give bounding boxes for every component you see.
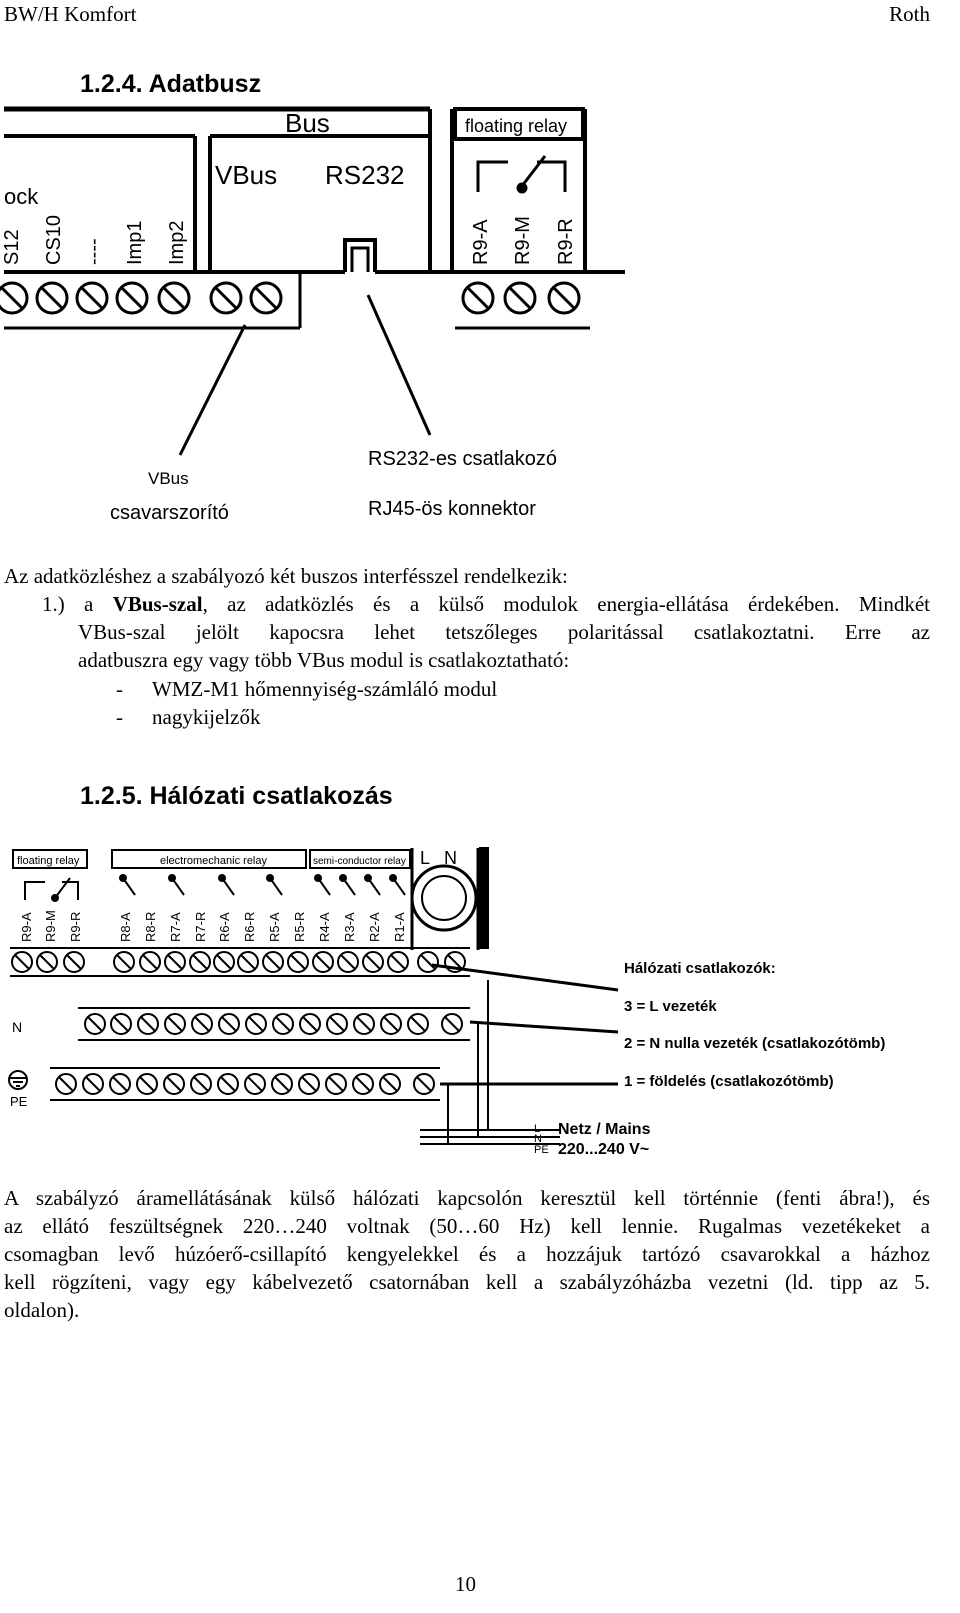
paragraph-line-last: oldalon). [4, 1298, 80, 1322]
relay-terminal-label: R5-R [292, 911, 307, 942]
relay-terminal-label: R1-A [392, 912, 407, 942]
terminal-label: R9-A [470, 219, 492, 265]
terminal-label: R9-R [555, 218, 577, 265]
relay-terminal-label: R2-A [367, 912, 382, 942]
header-left: BW/H Komfort [4, 2, 137, 26]
relay-terminal-label: R9-M [43, 910, 58, 942]
n-label: N [444, 848, 457, 868]
paragraph-line: A szabályzó áramellátásának külső hálózati kapcsolón keresztül kell történnie (fenti ábra!), és [4, 1186, 930, 1210]
terminal-label: Imp2 [166, 220, 188, 265]
relay-terminal-label: R9-A [19, 912, 34, 942]
bus-terminal-diagram [0, 100, 640, 540]
relay-terminal-label: R3-A [342, 912, 357, 942]
section-heading-halozati: 1.2.5. Hálózati csatlakozás [80, 782, 393, 810]
pe-side-label: PE [10, 1094, 28, 1109]
header-right: Roth [889, 2, 930, 26]
mains-callout-item: 1 = földelés (csatlakozótömb) [624, 1073, 834, 1090]
mains-title: Netz / Mains [558, 1121, 651, 1138]
mains-l-label: L [534, 1123, 541, 1135]
mains-pe-label: PE [534, 1144, 549, 1156]
bullet-item: nagykijelzők [152, 705, 261, 729]
callout-rj45: RJ45-ös konnektor [368, 498, 536, 520]
terminal-label: CS10 [43, 214, 65, 265]
terminal-label: Imp1 [124, 220, 146, 265]
mains-callout-item: 3 = L vezeték [624, 998, 717, 1015]
paragraph-line: csomagban levő húzóerő-csillapító kengyelekkel és a hozzájuk tartózó csavarokkal a házhoz [4, 1242, 930, 1266]
mains-callout-title: Hálózati csatlakozók: [624, 960, 776, 977]
terminal-label: ---- [83, 238, 105, 265]
mains-callout-item: 2 = N nulla vezeték (csatlakozótömb) [624, 1035, 886, 1052]
n-side-label: N [12, 1019, 23, 1035]
floating-relay-label: floating relay [17, 855, 80, 867]
l-label: L [420, 848, 431, 868]
rs232-label: RS232 [325, 160, 405, 190]
item-line-2: VBus-szal jelölt kapocsra lehet tetszőleges polaritással csatlakoztatni. Erre az [78, 620, 930, 644]
vbus-bold: VBus-szal [112, 592, 203, 616]
callout-vbus: VBus [148, 469, 189, 488]
callout-screw-terminal: csavarszorító [110, 502, 229, 524]
terminal-label: S12 [1, 229, 23, 265]
floating-relay-label: floating relay [465, 116, 568, 136]
electromechanic-label: electromechanic relay [160, 855, 267, 867]
callout-rs232: RS232-es csatlakozó [368, 448, 557, 470]
paragraph-line: az ellátó feszültségnek 220…240 voltnak (50…60 Hz) kell lennie. Rugalmas vezetékeket a [4, 1214, 930, 1238]
relay-terminal-label: R8-A [118, 912, 133, 942]
bus-label: Bus [285, 108, 330, 138]
relay-terminal-label: R7-R [193, 911, 208, 942]
semiconductor-label: semi-conductor relay [313, 856, 406, 867]
section-heading-adatbusz: 1.2.4. Adatbusz [80, 70, 262, 98]
mains-connection-diagram [0, 840, 960, 1165]
intro-text: Az adatközléshez a szabályozó két buszos interfésszel rendelkezik: [4, 564, 568, 588]
page-number: 10 [455, 1572, 476, 1596]
paragraph-line: kell rögzíteni, vagy egy kábelvezető csatornában kell a szabályzóházba vezetni (ld. tipp az 5. [4, 1270, 930, 1294]
item-line-1: 1.) a VBus-szal, az adatközlés és a külső modulok energia-ellátása érdekében. Mindkét [42, 592, 930, 616]
mains-n-label: N [534, 1133, 542, 1145]
terminal-label: R9-M [512, 216, 534, 265]
bullet-item: WMZ-M1 hőmennyiség-számláló modul [152, 677, 498, 701]
relay-terminal-label: R7-A [168, 912, 183, 942]
relay-terminal-label: R4-A [317, 912, 332, 942]
vbus-label: VBus [215, 160, 278, 190]
bullet-marker: - [116, 705, 123, 729]
bullet-marker: - [116, 677, 123, 701]
relay-terminal-label: R6-R [242, 911, 257, 942]
relay-terminal-label: R9-R [68, 911, 83, 942]
relay-terminal-label: R5-A [267, 912, 282, 942]
relay-terminal-label: R6-A [217, 912, 232, 942]
mains-voltage: 220...240 V~ [558, 1141, 650, 1158]
relay-terminal-label: R8-R [143, 911, 158, 942]
ock-label: ock [4, 184, 39, 209]
item-line-3: adatbuszra egy vagy több VBus modul is csatlakoztatható: [78, 648, 570, 672]
